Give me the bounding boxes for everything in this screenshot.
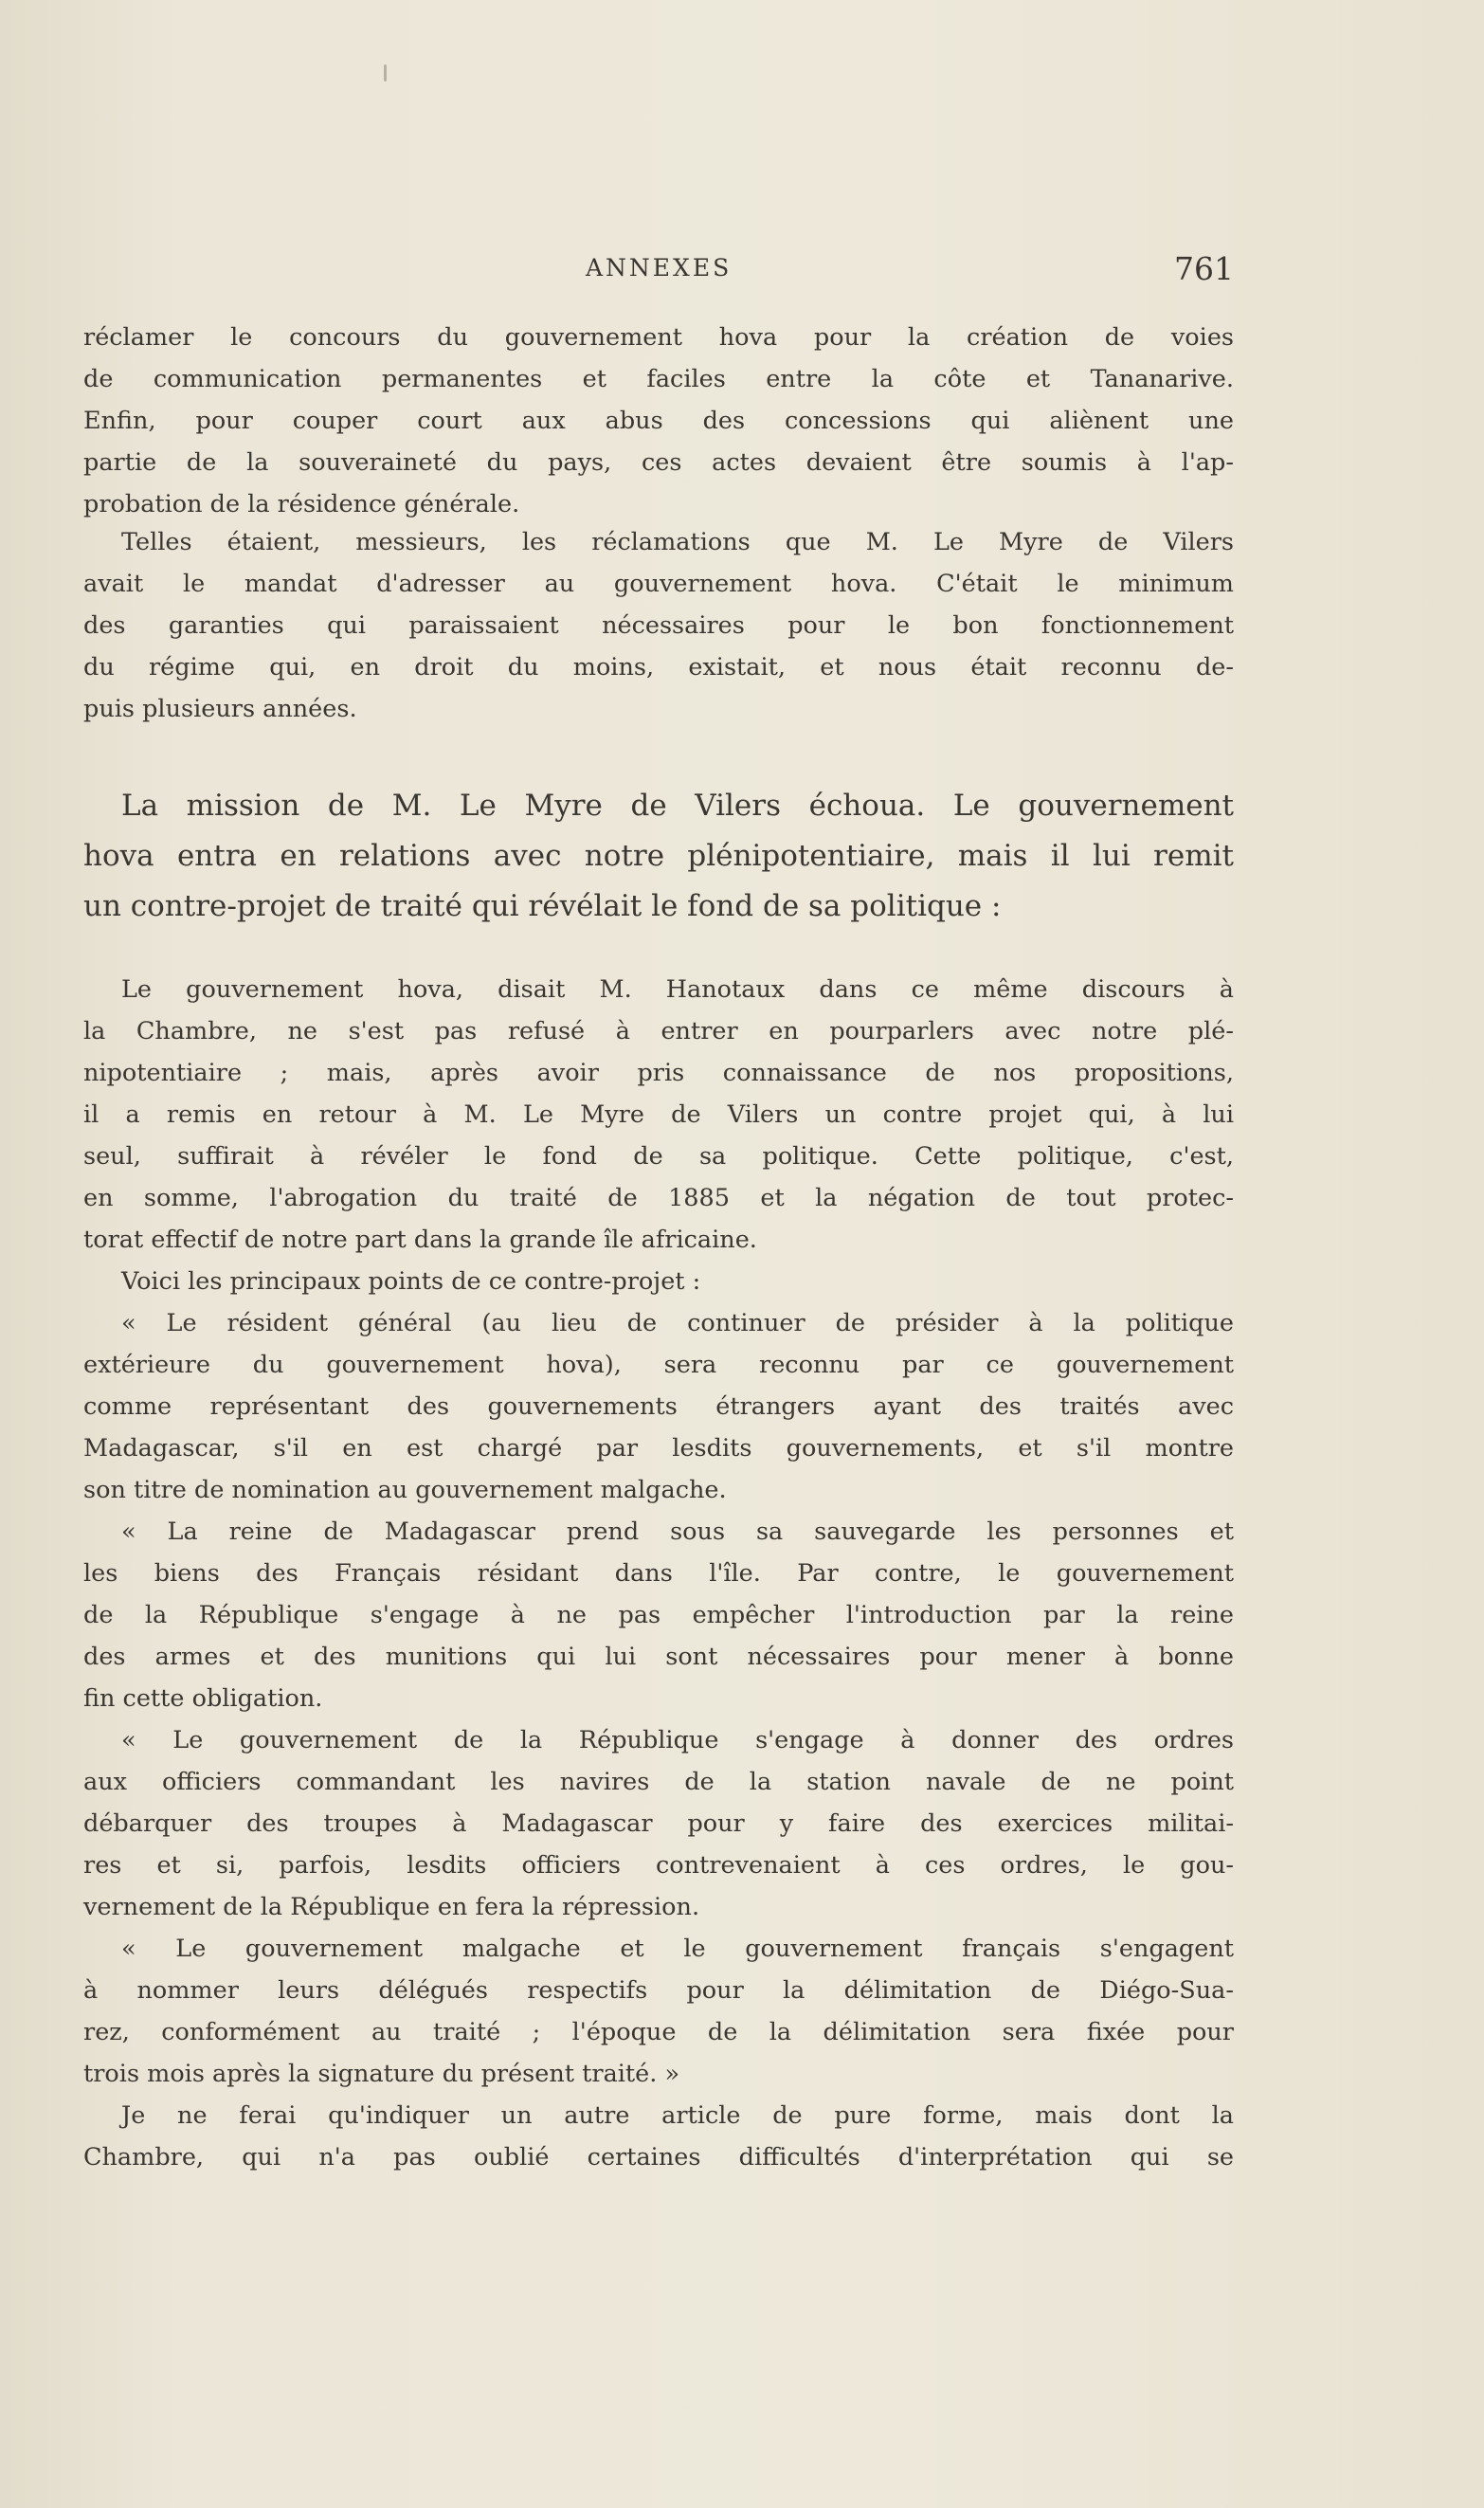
text-line: Le gouvernement hova, disait M. Hanotaux dans ce même discours à (121, 975, 1234, 1004)
text-line: trois mois après la signature du présent traité. » (83, 2060, 680, 2088)
text-line: réclamer le concours du gouvernement hova pour la création de voies (83, 323, 1234, 352)
treaty-point-1 (83, 1302, 1234, 1511)
text-line: Madagascar, s'il en est chargé par lesdits gouvernements, et s'il montre (83, 1434, 1234, 1463)
text-line: « Le gouvernement malgache et le gouvernement français s'engagent (121, 1935, 1234, 1963)
text-line: puis plusieurs années. (83, 695, 357, 723)
text-line: des armes et des munitions qui lui sont nécessaires pour mener à bonne (83, 1643, 1234, 1671)
text-line: comme représentant des gouvernements étrangers ayant des traités avec (83, 1392, 1234, 1421)
text-line: nipotentiaire ; mais, après avoir pris connaissance de nos propositions, (83, 1059, 1234, 1087)
narrative-paragraph (83, 781, 1234, 932)
text-line: Chambre, qui n'a pas oublié certaines difficultés d'interprétation qui se (83, 2143, 1234, 2172)
text-line: avait le mandat d'adresser au gouvernement hova. C'était le minimum (83, 570, 1234, 598)
running-title: ANNEXES (586, 254, 733, 282)
text-line: hova entra en relations avec notre plénipotentiaire, mais il lui remit (83, 839, 1234, 873)
text-line: les biens des Français résidant dans l'île. Par contre, le gouvernement (83, 1559, 1234, 1588)
text-line: res et si, parfois, lesdits officiers contrevenaient à ces ordres, le gou- (83, 1851, 1234, 1880)
text-line: à nommer leurs délégués respectifs pour la délimitation de Diégo-Sua- (83, 1976, 1234, 2005)
text-line: un contre-projet de traité qui révélait le fond de sa politique : (83, 889, 1002, 923)
page-number: 761 (1174, 250, 1234, 287)
text-line: fin cette obligation. (83, 1684, 323, 1713)
text-line: des garanties qui paraissaient nécessaires pour le bon fonctionnement (83, 611, 1234, 640)
page-blemish (384, 64, 387, 82)
text-line: Telles étaient, messieurs, les réclamations que M. Le Myre de Vilers (121, 528, 1234, 556)
treaty-point-3 (83, 1719, 1234, 1928)
text-line: la Chambre, ne s'est pas refusé à entrer en pourparlers avec notre plé- (83, 1017, 1234, 1045)
text-line: vernement de la République en fera la répression. (83, 1893, 700, 1921)
text-line: La mission de M. Le Myre de Vilers échoua. Le gouvernement (121, 789, 1234, 823)
text-line: son titre de nomination au gouvernement malgache. (83, 1476, 727, 1504)
text-line: du régime qui, en droit du moins, existait, et nous était reconnu de- (83, 653, 1234, 682)
text-line: « Le gouvernement de la République s'engage à donner des ordres (121, 1726, 1234, 1754)
paragraph-continuation (83, 317, 1234, 525)
text-line: de la République s'engage à ne pas empêcher l'introduction par la reine (83, 1601, 1234, 1629)
text-line: il a remis en retour à M. Le Myre de Vilers un contre projet qui, à lui (83, 1100, 1234, 1129)
quote-intro-paragraph (83, 969, 1234, 1302)
text-line: torat effectif de notre part dans la grande île africaine. (83, 1226, 757, 1254)
paragraph-reclamations (83, 521, 1234, 730)
text-line: « Le résident général (au lieu de continuer de présider à la politique (121, 1309, 1234, 1337)
text-line: Je ne ferai qu'indiquer un autre article de pure forme, mais dont la (121, 2101, 1234, 2130)
text-line: en somme, l'abrogation du traité de 1885 et la négation de tout protec- (83, 1184, 1234, 1212)
text-line: probation de la résidence générale. (83, 490, 520, 518)
treaty-point-2 (83, 1511, 1234, 1719)
text-line: Enfin, pour couper court aux abus des concessions qui aliènent une (83, 407, 1234, 435)
text-line: rez, conformément au traité ; l'époque de la délimitation sera fixée pour (83, 2018, 1234, 2046)
text-line: Voici les principaux points de ce contre-projet : (121, 1267, 701, 1296)
page-header (83, 250, 1234, 288)
text-line: partie de la souveraineté du pays, ces actes devaient être soumis à l'ap- (83, 448, 1234, 477)
text-line: extérieure du gouvernement hova), sera reconnu par ce gouvernement (83, 1351, 1234, 1379)
text-line: débarquer des troupes à Madagascar pour y faire des exercices militai- (83, 1809, 1234, 1838)
text-line: seul, suffirait à révéler le fond de sa politique. Cette politique, c'est, (83, 1142, 1234, 1171)
closing-paragraph (83, 2095, 1234, 2178)
treaty-point-4 (83, 1928, 1234, 2095)
text-line: « La reine de Madagascar prend sous sa sauvegarde les personnes et (121, 1518, 1234, 1546)
text-line: de communication permanentes et faciles entre la côte et Tananarive. (83, 365, 1234, 393)
text-line: aux officiers commandant les navires de la station navale de ne point (83, 1768, 1234, 1796)
